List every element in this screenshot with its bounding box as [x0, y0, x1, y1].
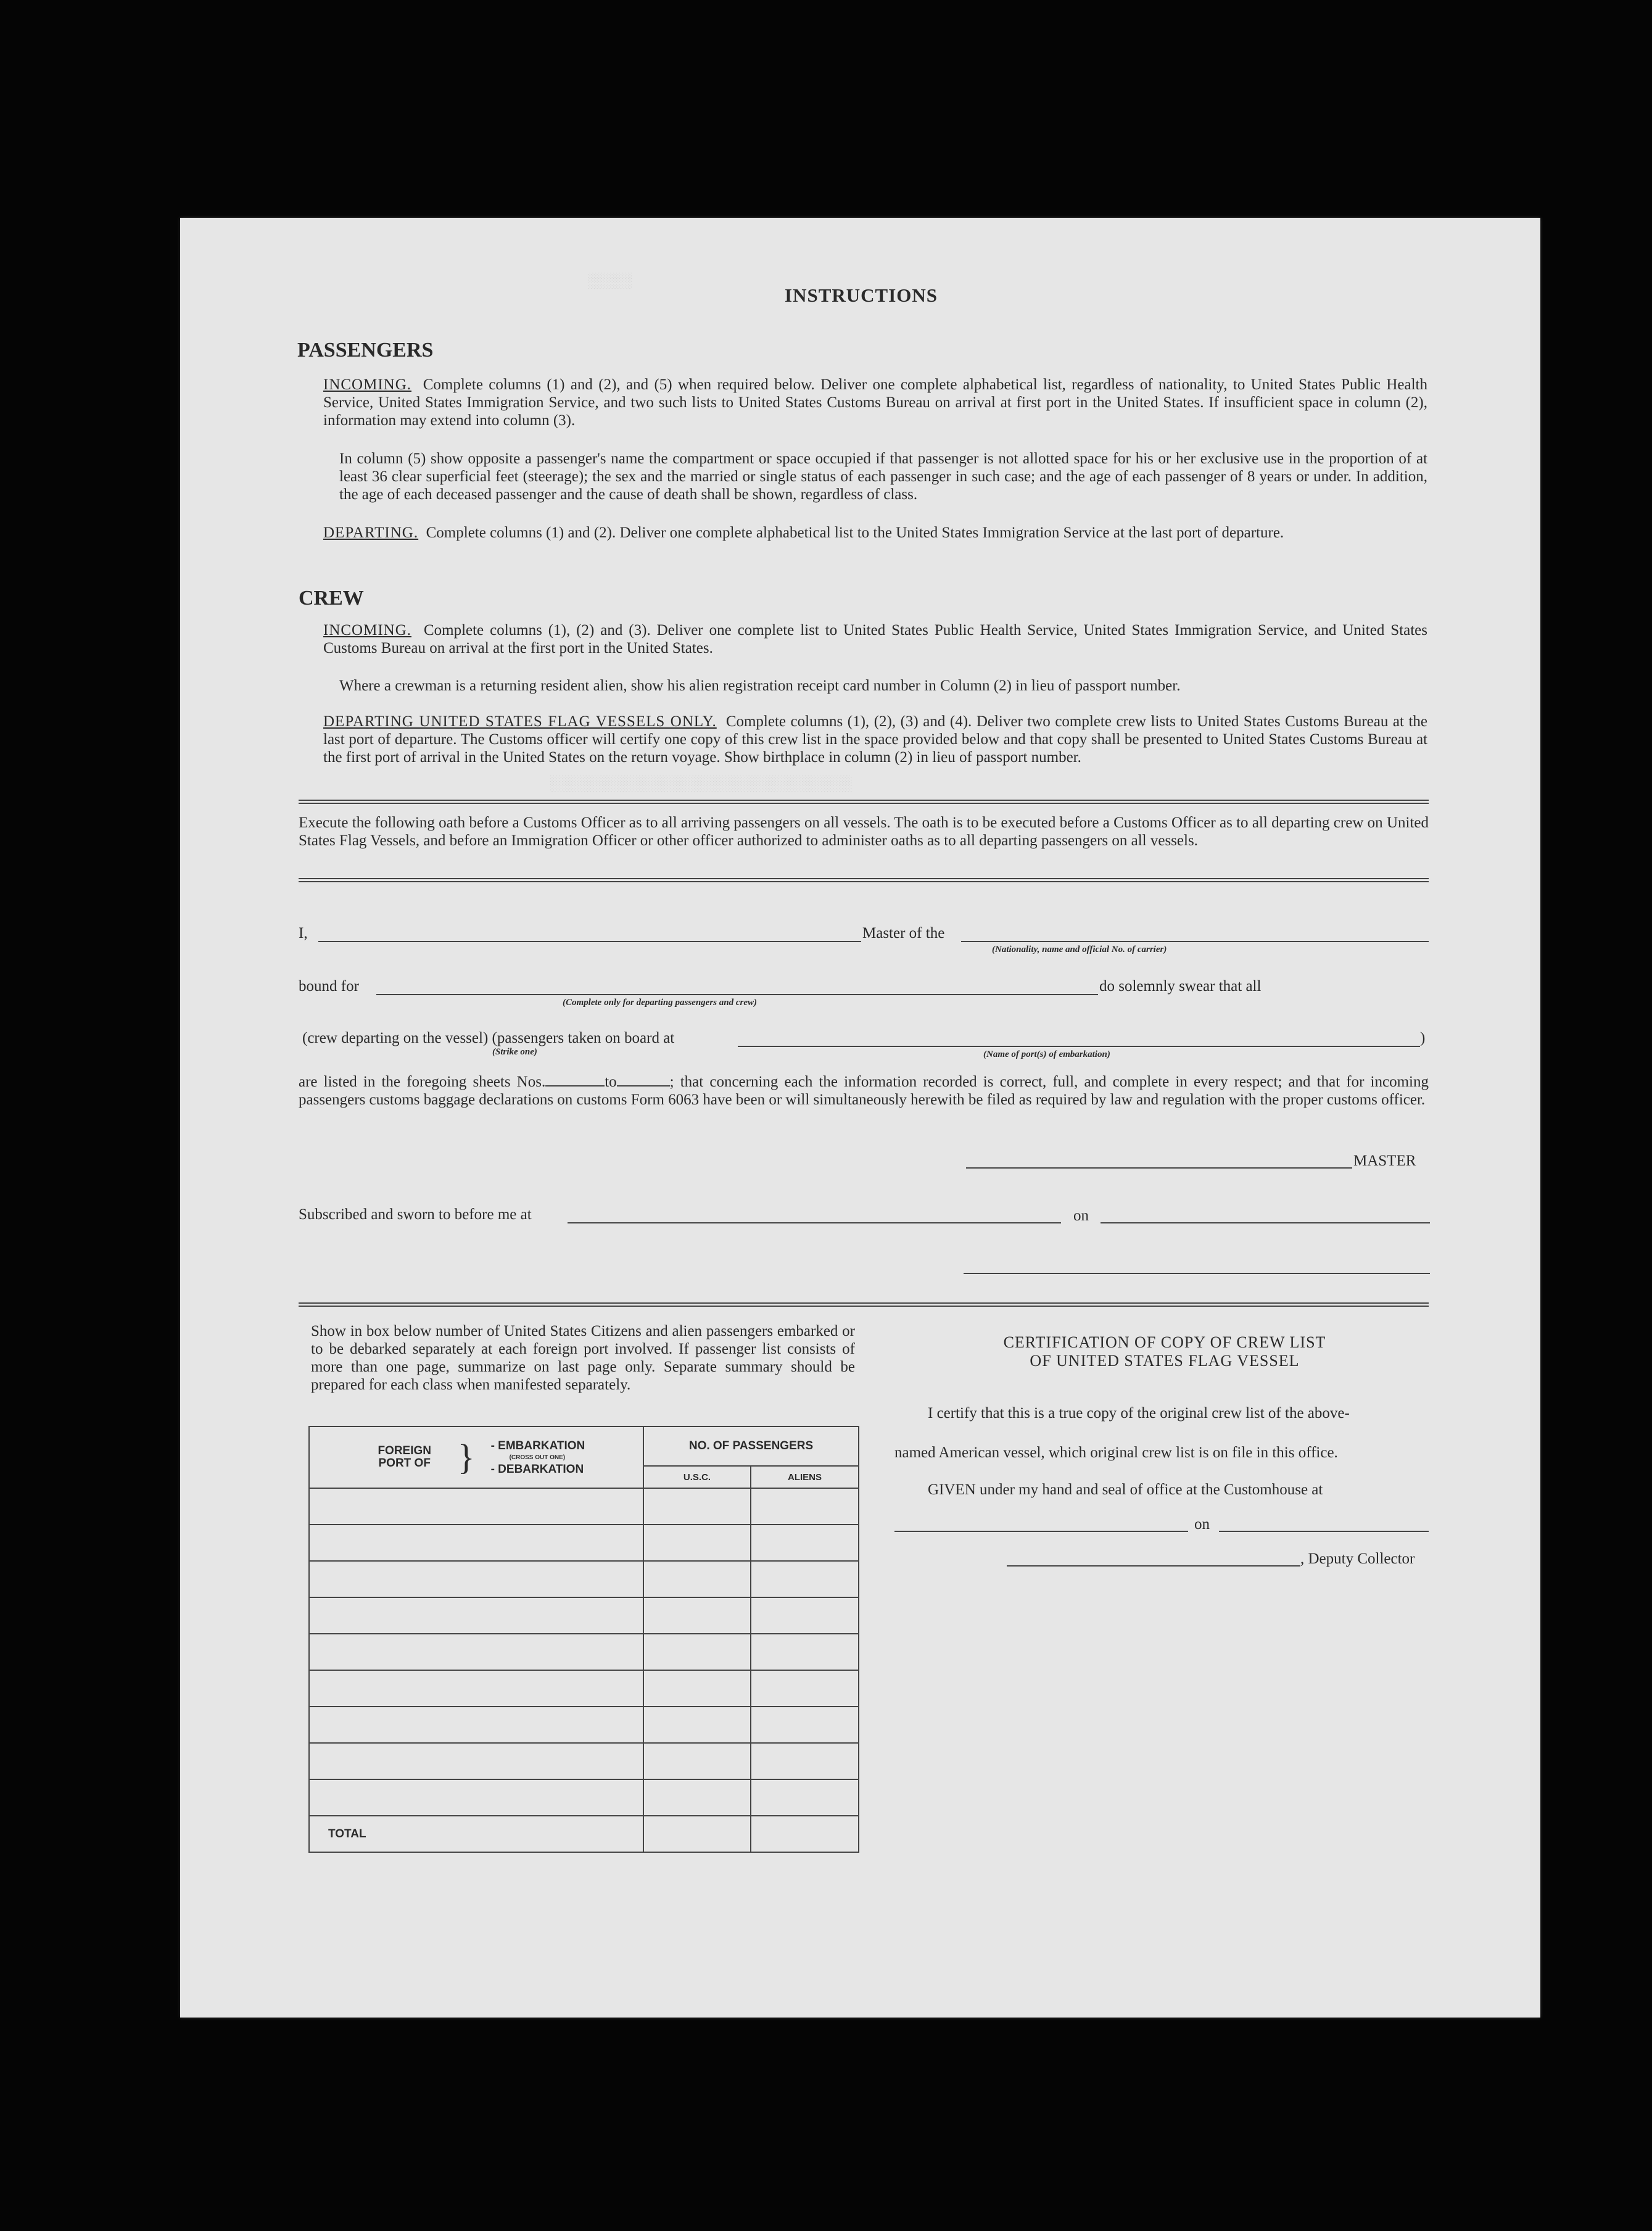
passengers-incoming-text: Complete columns (1) and (2), and (5) when required below. Deliver one complete alphabetical list, regardless of nationality, to United States Public Health Service, United States Immigration Service, and two such lists to United States Customs Bureau on arrival at first port in the United States. If insufficient space in column (2), information may extend into column (3). — [323, 376, 1428, 429]
passengers-column5-paragraph: In column (5) show opposite a passenger's name the compartment or space occupied if that passenger is not allotted space for his or her exclusive use in the proportion of at least 36 clear superficial feet (steerage); the sex and the married or single status of each passenger in such case; and the age of each passenger of 8 years or under. In addition, the age of each deceased passenger and the cause of death shall be shown, regardless of class. — [339, 450, 1427, 503]
port-cell[interactable] — [309, 1634, 643, 1670]
passenger-summary-table — [308, 1426, 859, 1853]
crew-departing-label: (crew departing on the vessel) (passengers taken on board at — [302, 1030, 675, 1046]
port-cell[interactable] — [309, 1670, 643, 1707]
aliens-cell[interactable] — [751, 1597, 859, 1634]
table-row — [309, 1670, 859, 1707]
sworn-place-field[interactable] — [568, 1222, 1061, 1223]
summary-instructions: Show in box below number of United States Citizens and alien passengers embarked or to be debarked separately at each foreign port involved. If passenger list consists of more than one page, summarize on last page only. Separate summary should be prepared for each class when manifested separately. — [311, 1323, 855, 1393]
crew-departing-label: DEPARTING UNITED STATES FLAG VESSELS ONLY. — [323, 713, 717, 730]
aliens-cell[interactable] — [751, 1525, 859, 1561]
section-divider — [299, 800, 1429, 804]
usc-cell[interactable] — [643, 1525, 751, 1561]
aliens-cell[interactable] — [751, 1488, 859, 1525]
aliens-cell[interactable] — [751, 1707, 859, 1743]
passengers-departing-paragraph — [323, 524, 1427, 542]
cross-out-label: (CROSS OUT ONE) — [509, 1454, 566, 1461]
usc-cell[interactable] — [643, 1779, 751, 1816]
listed-paragraph — [299, 1073, 1429, 1109]
usc-cell[interactable] — [643, 1670, 751, 1707]
usc-cell[interactable] — [643, 1743, 751, 1779]
crew-incoming-text: Complete columns (1), (2) and (3). Deliver one complete list to United States Public Health Service, United States Immigration Service, and United States Customs Bureau on arrival at the first port in the United States. — [323, 622, 1427, 656]
total-row — [309, 1816, 859, 1852]
sheet-from-field[interactable] — [545, 1085, 605, 1087]
section-divider — [299, 878, 1429, 882]
crew-resident-paragraph: Where a crewman is a returning resident alien, show his alien registration receipt card number in Column (2) in lieu of passport number. — [339, 677, 1181, 694]
crew-departing-paragraph — [323, 713, 1427, 766]
customhouse-field[interactable] — [894, 1531, 1188, 1532]
master-of-label: Master of the — [862, 925, 945, 942]
certification-heading — [906, 1333, 1424, 1370]
debarkation-label: - DEBARKATION — [490, 1462, 584, 1476]
usc-cell[interactable] — [643, 1561, 751, 1597]
usc-cell[interactable] — [643, 1707, 751, 1743]
oath-i-label: I, — [299, 925, 308, 942]
aliens-cell[interactable] — [751, 1779, 859, 1816]
usc-cell[interactable] — [643, 1634, 751, 1670]
port-cell[interactable] — [309, 1488, 643, 1525]
certification-heading-line-1: CERTIFICATION OF COPY OF CREW LIST — [1003, 1333, 1326, 1351]
sworn-on-label: on — [1073, 1207, 1089, 1224]
passengers-incoming-paragraph — [323, 376, 1427, 429]
master-signature-field[interactable] — [966, 1167, 1352, 1169]
deputy-collector-label: , Deputy Collector — [1300, 1550, 1415, 1567]
listed-text-b: ; that concerning each the information recorded is correct, full, and complete in every respect; and that for incoming passengers customs baggage declarations on customs Form 6063 have been or will simultaneously herewith be filed as required by law and regulation with the proper customs officer. — [299, 1074, 1429, 1108]
passengers-departing-text: Complete columns (1) and (2). Deliver one complete alphabetical list to the United States Immigration Service at the last port of departure. — [426, 524, 1284, 541]
embarkation-port-field[interactable] — [738, 1046, 1420, 1047]
aliens-header: ALIENS — [751, 1466, 859, 1488]
section-divider — [299, 1302, 1429, 1307]
strike-one-caption: (Strike one) — [492, 1047, 537, 1057]
port-caption: (Name of port(s) of embarkation) — [983, 1049, 1110, 1059]
port-cell[interactable] — [309, 1597, 643, 1634]
bleed-through-text: ░░░░░░░░░░░░░░░░░░░░░░░░░░░░░░░░░░ — [550, 776, 853, 793]
usc-header: U.S.C. — [643, 1466, 751, 1488]
certify-line-1: I certify that this is a true copy of the original crew list of the above- — [928, 1405, 1350, 1422]
port-cell[interactable] — [309, 1779, 643, 1816]
port-cell[interactable] — [309, 1707, 643, 1743]
aliens-total-cell[interactable] — [751, 1816, 859, 1852]
crew-departing-text: Complete columns (1), (2), (3) and (4). Deliver two complete crew lists to United States Customs Bureau at the last port of departure. The Customs officer will certify one copy of this crew list in the space provided below and that copy shall be presented to United States Customs Bureau at the first port of arrival in the United States on the return voyage. Show birthplace in column (2) in lieu of passport number. — [323, 713, 1427, 766]
passengers-heading: PASSENGERS — [297, 339, 434, 362]
port-cell[interactable] — [309, 1561, 643, 1597]
certify-date-field[interactable] — [1219, 1531, 1429, 1532]
aliens-cell[interactable] — [751, 1561, 859, 1597]
sworn-date-field[interactable] — [1101, 1222, 1430, 1223]
crew-incoming-paragraph — [323, 621, 1427, 657]
usc-cell[interactable] — [643, 1488, 751, 1525]
officer-signature-field[interactable] — [964, 1273, 1430, 1274]
master-name-field[interactable] — [318, 941, 861, 942]
page-title: INSTRUCTIONS — [785, 284, 938, 306]
passengers-departing-label: DEPARTING. — [323, 524, 419, 541]
deputy-signature-field[interactable] — [1007, 1565, 1300, 1567]
certify-on-label: on — [1194, 1516, 1210, 1533]
table-row — [309, 1743, 859, 1779]
table-row — [309, 1707, 859, 1743]
bound-for-field[interactable] — [376, 994, 1098, 995]
port-cell[interactable] — [309, 1525, 643, 1561]
usc-cell[interactable] — [643, 1597, 751, 1634]
carrier-field[interactable] — [961, 941, 1429, 942]
master-label: MASTER — [1353, 1153, 1416, 1169]
table-row — [309, 1525, 859, 1561]
listed-text-a: are listed in the foregoing sheets Nos. — [299, 1074, 546, 1090]
certification-heading-line-2: OF UNITED STATES FLAG VESSEL — [1030, 1352, 1300, 1370]
subscribed-label: Subscribed and sworn to before me at — [299, 1206, 532, 1223]
certify-line-3: GIVEN under my hand and seal of office at the Customhouse at — [928, 1481, 1323, 1498]
aliens-cell[interactable] — [751, 1743, 859, 1779]
listed-to: to — [605, 1074, 617, 1090]
aliens-cell[interactable] — [751, 1634, 859, 1670]
table-row — [309, 1634, 859, 1670]
table-row — [309, 1779, 859, 1816]
close-paren: ) — [1420, 1030, 1426, 1046]
crew-incoming-label: INCOMING. — [323, 622, 412, 639]
aliens-cell[interactable] — [751, 1670, 859, 1707]
crew-heading: CREW — [299, 587, 364, 610]
nationality-caption: (Nationality, name and official No. of carrier) — [992, 945, 1167, 954]
brace-icon: } — [457, 1437, 475, 1477]
certify-line-2: named American vessel, which original crew list is on file in this office. — [894, 1444, 1338, 1461]
table-row — [309, 1561, 859, 1597]
document-page — [180, 218, 1540, 2018]
complete-caption: (Complete only for departing passengers and crew) — [563, 998, 757, 1008]
oath-intro: Execute the following oath before a Customs Officer as to all arriving passengers on all vessels. The oath is to be executed before a Customs Officer as to all departing crew on United States Flag Vessels, and before an Immigration Officer or other officer authorized to administer oaths as to all departing passengers on all vessels. — [299, 814, 1429, 849]
table-row — [309, 1597, 859, 1634]
foreign-port-label: FOREIGN PORT OF — [378, 1444, 432, 1470]
passengers-count-header: NO. OF PASSENGERS — [643, 1426, 859, 1466]
swear-label: do solemnly swear that all — [1099, 978, 1262, 995]
port-cell[interactable] — [309, 1743, 643, 1779]
foreign-port-header — [309, 1426, 643, 1488]
table-row — [309, 1488, 859, 1525]
embarkation-label: - EMBARKATION — [490, 1439, 585, 1452]
total-label: TOTAL — [309, 1816, 643, 1852]
sheet-to-field[interactable] — [617, 1085, 670, 1087]
bleed-through-text: ░░░░░ — [587, 273, 632, 290]
passengers-incoming-label: INCOMING. — [323, 376, 412, 393]
bound-for-label: bound for — [299, 978, 359, 995]
usc-total-cell[interactable] — [643, 1816, 751, 1852]
